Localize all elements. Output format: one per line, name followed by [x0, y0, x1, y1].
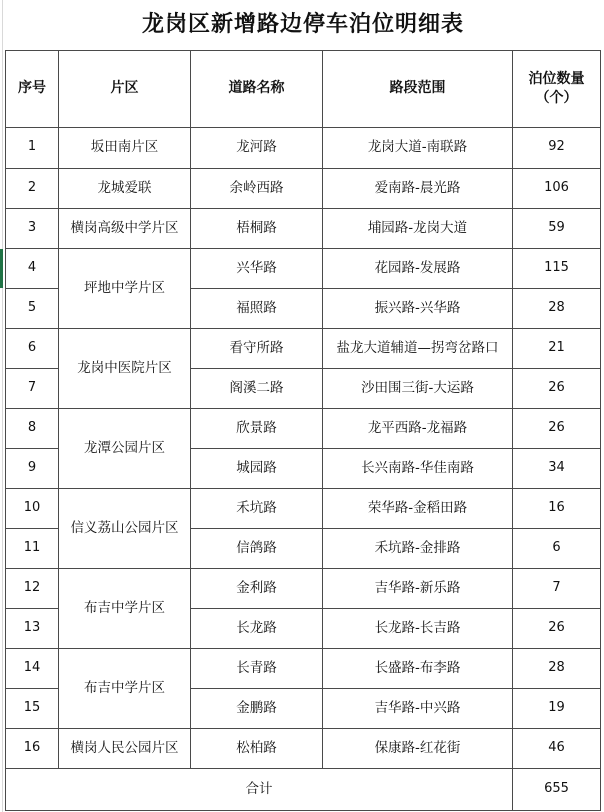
cell-road[interactable]: 松柏路	[191, 728, 323, 768]
cell-index[interactable]: 11	[6, 528, 59, 568]
cell-index[interactable]: 5	[6, 288, 59, 328]
cell-road[interactable]: 梧桐路	[191, 208, 323, 248]
cell-road[interactable]: 欣景路	[191, 408, 323, 448]
cell-range[interactable]: 长龙路-长吉路	[323, 608, 513, 648]
table-row	[6, 127, 601, 168]
cell-count[interactable]: 59	[513, 208, 601, 248]
cell-road[interactable]: 金利路	[191, 568, 323, 608]
cell-range[interactable]: 荣华路-金稻田路	[323, 488, 513, 528]
cell-index[interactable]: 10	[6, 488, 59, 528]
header-count-line1: 泊位数量	[528, 71, 585, 88]
row-header-edge	[2, 0, 3, 812]
cell-road[interactable]: 金鹏路	[191, 688, 323, 728]
cell-count[interactable]: 21	[513, 328, 601, 368]
table-row	[6, 568, 601, 608]
cell-count[interactable]: 19	[513, 688, 601, 728]
cell-index[interactable]: 2	[6, 168, 59, 208]
cell-range[interactable]: 禾坑路-金排路	[323, 528, 513, 568]
total-row	[6, 768, 601, 810]
cell-count[interactable]: 7	[513, 568, 601, 608]
cell-district[interactable]: 坂田南片区	[59, 127, 191, 168]
table-row	[6, 208, 601, 248]
cell-index[interactable]: 15	[6, 688, 59, 728]
cell-index[interactable]: 4	[6, 248, 59, 288]
table-row	[6, 168, 601, 208]
cell-district[interactable]: 龙潭公园片区	[59, 408, 191, 488]
cell-district[interactable]: 布吉中学片区	[59, 648, 191, 728]
cell-range[interactable]: 长盛路-布李路	[323, 648, 513, 688]
cell-range[interactable]: 爱南路-晨光路	[323, 168, 513, 208]
table-row	[6, 728, 601, 768]
cell-index[interactable]: 1	[6, 127, 59, 168]
cell-road[interactable]: 龙河路	[191, 127, 323, 168]
cell-index[interactable]: 6	[6, 328, 59, 368]
cell-count[interactable]: 26	[513, 608, 601, 648]
cell-road[interactable]: 兴华路	[191, 248, 323, 288]
cell-index[interactable]: 9	[6, 448, 59, 488]
cell-index[interactable]: 7	[6, 368, 59, 408]
cell-road[interactable]: 城园路	[191, 448, 323, 488]
cell-road[interactable]: 长龙路	[191, 608, 323, 648]
cell-road[interactable]: 禾坑路	[191, 488, 323, 528]
row-selection-marker	[0, 249, 3, 288]
cell-index[interactable]: 13	[6, 608, 59, 648]
cell-district[interactable]: 龙岗中医院片区	[59, 328, 191, 408]
cell-road[interactable]: 余岭西路	[191, 168, 323, 208]
cell-range[interactable]: 吉华路-新乐路	[323, 568, 513, 608]
cell-range[interactable]: 长兴南路-华佳南路	[323, 448, 513, 488]
cell-district[interactable]: 横岗人民公园片区	[59, 728, 191, 768]
cell-index[interactable]: 3	[6, 208, 59, 248]
cell-road[interactable]: 看守所路	[191, 328, 323, 368]
cell-road[interactable]: 福照路	[191, 288, 323, 328]
table-row	[6, 408, 601, 448]
cell-count[interactable]: 6	[513, 528, 601, 568]
cell-count[interactable]: 26	[513, 408, 601, 448]
table-row	[6, 648, 601, 688]
table-row	[6, 248, 601, 288]
cell-road[interactable]: 阁溪二路	[191, 368, 323, 408]
table-row	[6, 328, 601, 368]
cell-range[interactable]: 振兴路-兴华路	[323, 288, 513, 328]
cell-district[interactable]: 龙城爱联	[59, 168, 191, 208]
cell-index[interactable]: 12	[6, 568, 59, 608]
header-district: 片区	[59, 50, 191, 127]
header-road-range: 路段范围	[323, 50, 513, 127]
header-index: 序号	[6, 50, 59, 127]
cell-count[interactable]: 28	[513, 648, 601, 688]
cell-index[interactable]: 14	[6, 648, 59, 688]
cell-range[interactable]: 龙岗大道-南联路	[323, 127, 513, 168]
cell-range[interactable]: 埔园路-龙岗大道	[323, 208, 513, 248]
table-title: 龙岗区新增路边停车泊位明细表	[6, 0, 601, 50]
cell-road[interactable]: 长青路	[191, 648, 323, 688]
cell-count[interactable]: 26	[513, 368, 601, 408]
cell-count[interactable]: 34	[513, 448, 601, 488]
cell-district[interactable]: 横岗高级中学片区	[59, 208, 191, 248]
cell-district[interactable]: 坪地中学片区	[59, 248, 191, 328]
cell-range[interactable]: 盐龙大道辅道—拐弯岔路口	[323, 328, 513, 368]
cell-range[interactable]: 龙平西路-龙福路	[323, 408, 513, 448]
cell-range[interactable]: 花园路-发展路	[323, 248, 513, 288]
cell-count[interactable]: 46	[513, 728, 601, 768]
header-parking-count	[513, 50, 601, 127]
cell-range[interactable]: 吉华路-中兴路	[323, 688, 513, 728]
cell-count[interactable]: 106	[513, 168, 601, 208]
cell-district[interactable]: 信义荔山公园片区	[59, 488, 191, 568]
header-count-line2: （个）	[535, 89, 578, 106]
cell-road[interactable]: 信鸽路	[191, 528, 323, 568]
cell-range[interactable]: 保康路-红花街	[323, 728, 513, 768]
table-row	[6, 488, 601, 528]
cell-index[interactable]: 16	[6, 728, 59, 768]
cell-index[interactable]: 8	[6, 408, 59, 448]
header-road-name: 道路名称	[191, 50, 323, 127]
cell-range[interactable]: 沙田围三街-大运路	[323, 368, 513, 408]
total-value[interactable]: 655	[513, 768, 601, 810]
cell-count[interactable]: 92	[513, 127, 601, 168]
cell-count[interactable]: 115	[513, 248, 601, 288]
total-label[interactable]: 合计	[6, 768, 513, 810]
cell-count[interactable]: 16	[513, 488, 601, 528]
parking-detail-table	[5, 0, 601, 811]
cell-district[interactable]: 布吉中学片区	[59, 568, 191, 648]
cell-count[interactable]: 28	[513, 288, 601, 328]
